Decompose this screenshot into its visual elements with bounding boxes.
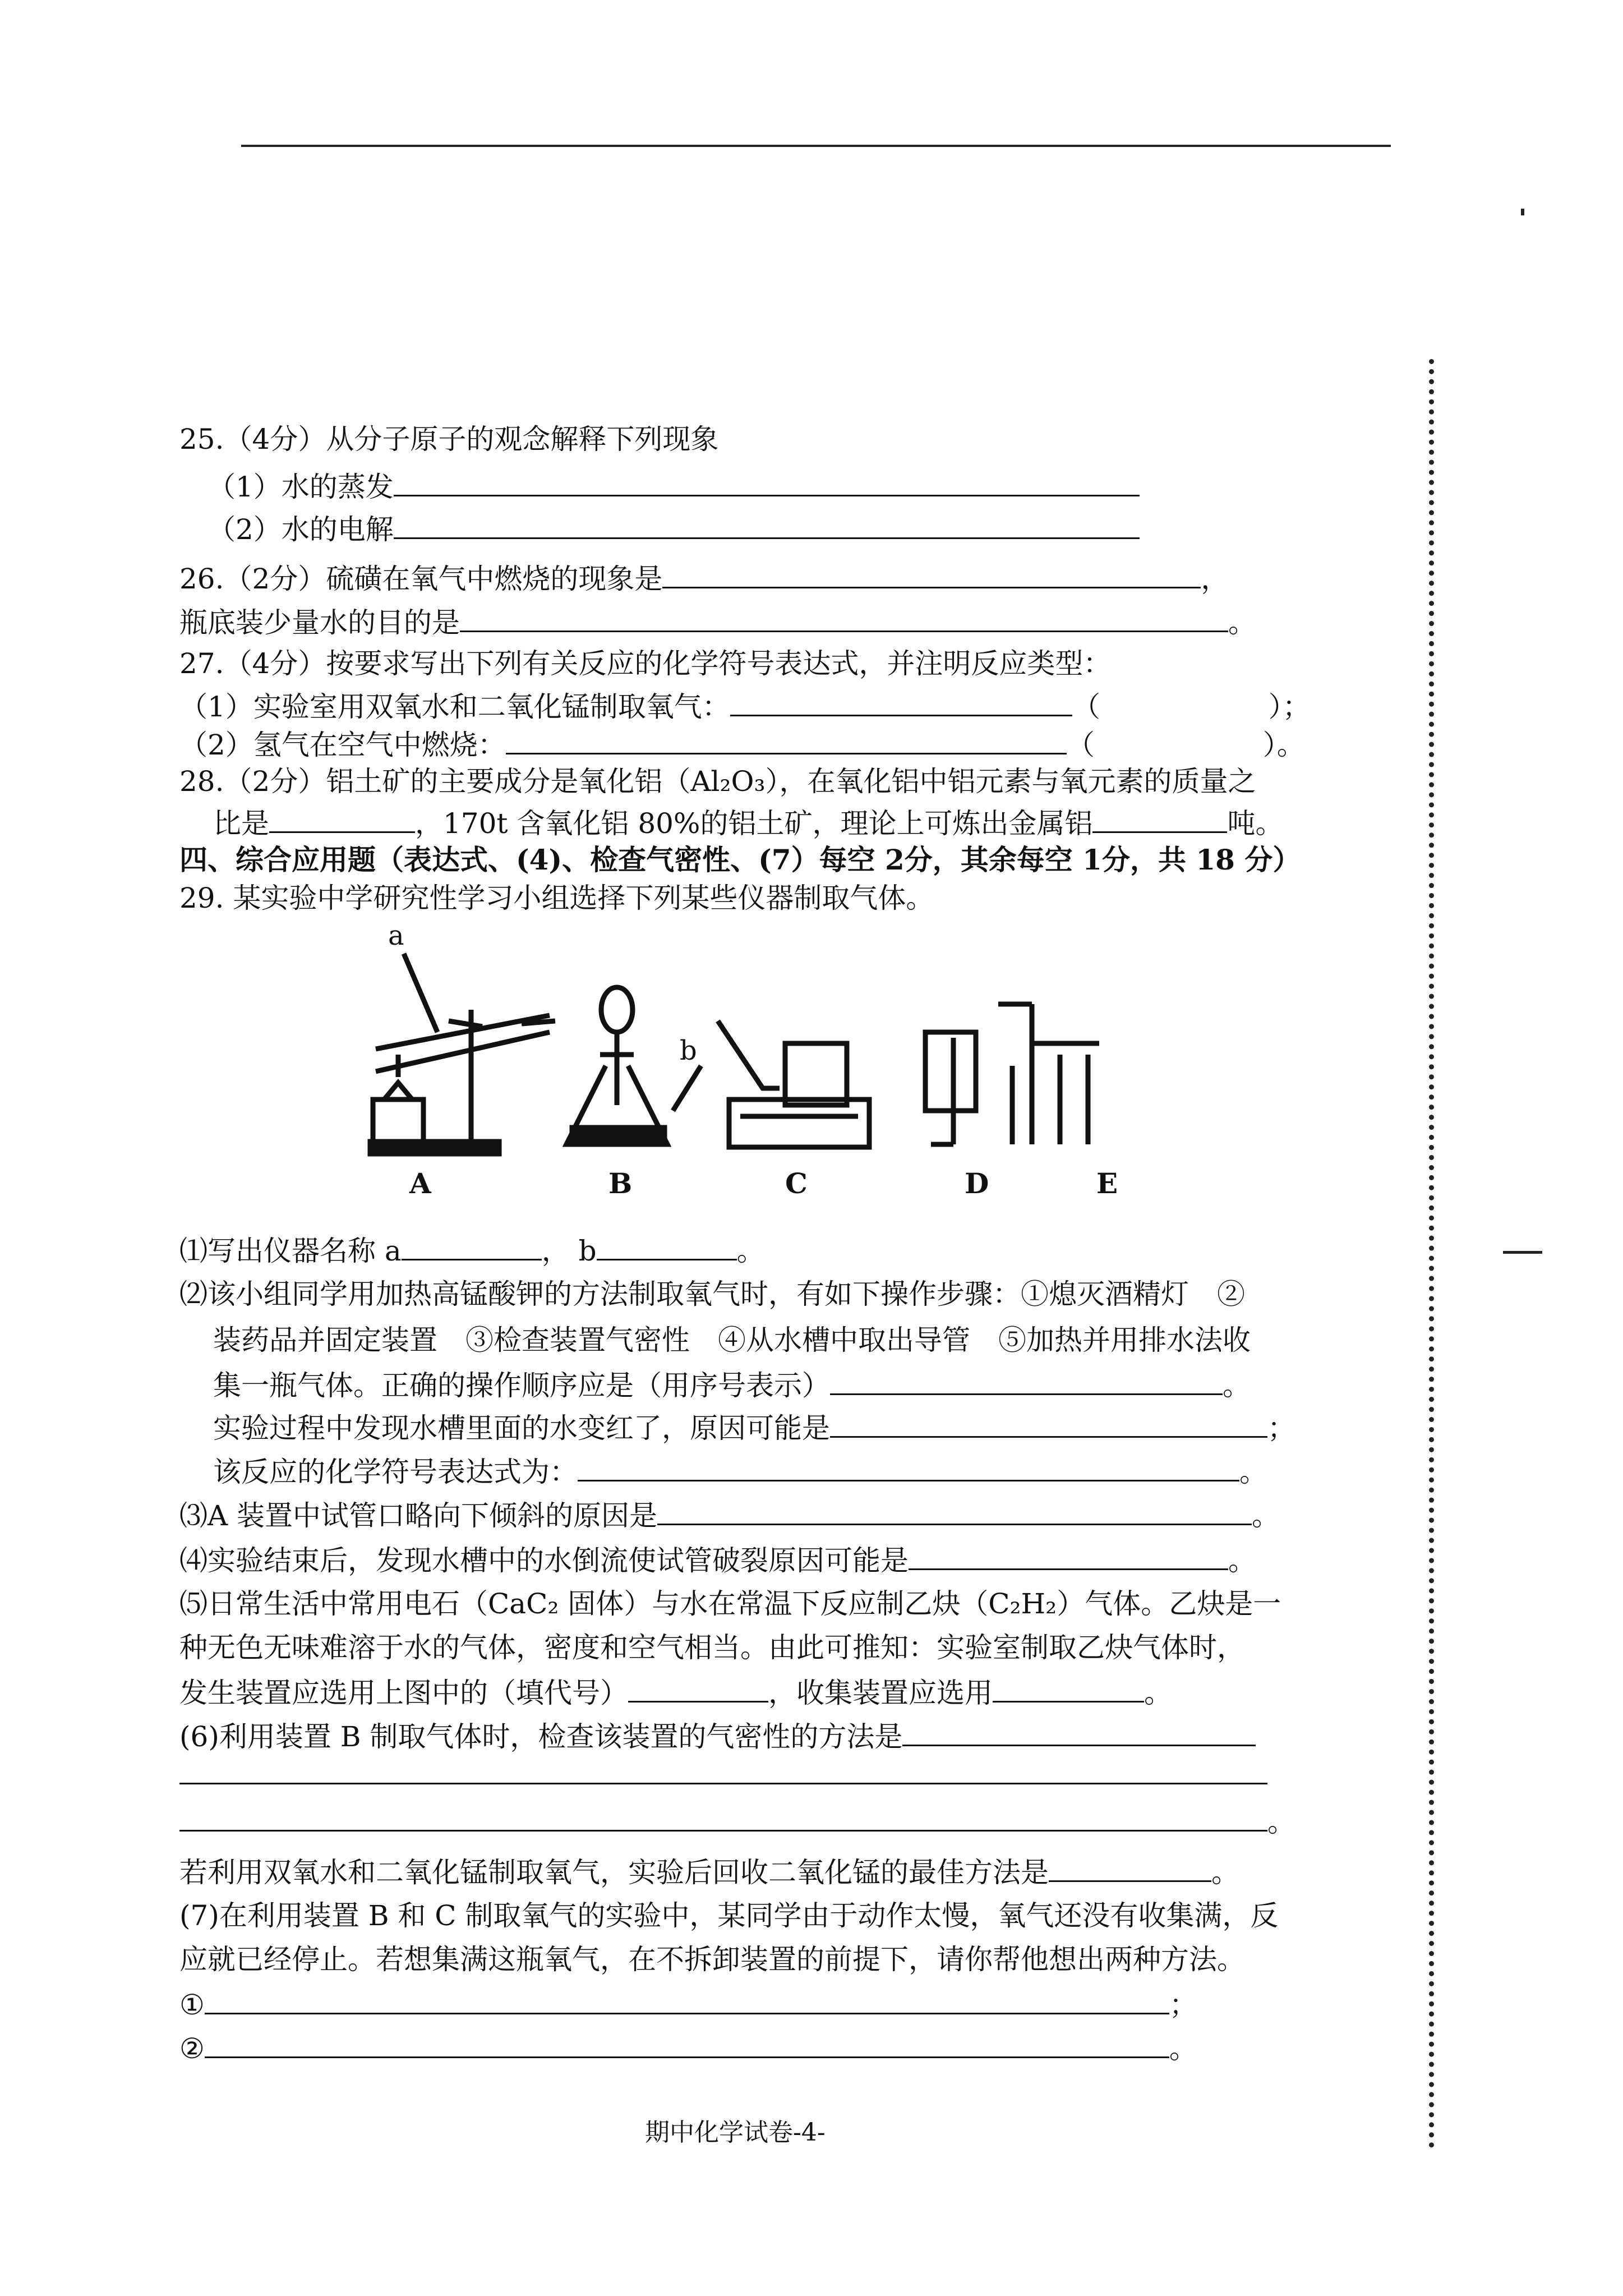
q26-blank-1[interactable] [662, 560, 1201, 588]
q29-sub5-line2: 种无色无味难溶于水的气体，密度和空气相当。由此可推知：实验室制取乙炔气体时， [179, 1631, 1245, 1664]
blank-red-water[interactable] [830, 1409, 1267, 1438]
q25-part2: （2）水的电解 [208, 510, 1140, 547]
q29-title: 29. 某实验中学研究性学习小组选择下列某些仪器制取气体。 [179, 882, 934, 914]
q25-title: 25.（4分）从分子原子的观念解释下列现象 [179, 423, 719, 455]
blank-equation[interactable] [578, 1453, 1239, 1481]
q26-line1: 26.（2分）硫磺在氧气中燃烧的现象是 ， [179, 560, 1229, 596]
apparatus-drawing [336, 920, 1178, 1234]
q27-blank-2[interactable] [506, 726, 1067, 754]
blank-instrument-a[interactable] [402, 1232, 542, 1260]
page-footer: 期中化学试卷-4- [645, 2118, 826, 2147]
q29-method-2: ② 。 [179, 2030, 1197, 2066]
label-b: b [680, 1035, 697, 1066]
blank-method-2[interactable] [205, 2030, 1169, 2058]
apparatus-figure [336, 920, 1178, 1234]
q25-blank-2[interactable] [394, 510, 1140, 539]
q26-blank-2[interactable] [460, 604, 1228, 632]
q29-sub7-line1: (7)在利用装置 B 和 C 制取氧气的实验中，某同学由于动作太慢，氧气还没有收集满，反 [179, 1899, 1279, 1932]
q29-sub2-line3: 集一瓶气体。正确的操作顺序应是（用序号表示） 。 [213, 1366, 1251, 1403]
section-heading: 四、综合应用题（表达式、(4)、检查气密性、(7）每空 2分，其余每空 1分，共 18 分） [179, 843, 1301, 876]
q29-sub2-line2: 装药品并固定装置 ③检查装置气密性 ④从水槽中取出导管 ⑤加热并用排水法收 [213, 1324, 1251, 1356]
q29-method-1: ① ； [179, 1986, 1197, 2022]
q27-part2: （2）氢气在空气中燃烧： （ ）。 [179, 726, 1305, 762]
fig-label-e: E [1096, 1167, 1118, 1200]
q29-sub2-line4: 实验过程中发现水槽里面的水变红了，原因可能是 ； [213, 1409, 1295, 1446]
q29-sub2-line1: ⑵该小组同学用加热高锰酸钾的方法制取氧气时，有如下操作步骤：①熄灭酒精灯 ② [179, 1278, 1245, 1310]
blank-collector[interactable] [993, 1674, 1144, 1703]
q29-sub5-line3: 发生装置应选用上图中的（填代号） ，收集装置应选用 。 [179, 1674, 1172, 1710]
binding-line [1429, 359, 1434, 2148]
q29-sub3: ⑶A 装置中试管口略向下倾斜的原因是 。 [179, 1497, 1280, 1533]
q28-blank-ratio[interactable] [269, 804, 415, 833]
q29-sub5-line1: ⑸日常生活中常用电石（CaC₂ 固体）与水在常温下反应制乙炔（C₂H₂）气体。乙炔是一 [179, 1588, 1281, 1620]
q26-line2: 瓶底装少量水的目的是 。 [179, 604, 1256, 640]
q28-blank-mass[interactable] [1092, 804, 1227, 833]
blank-tilt-reason[interactable] [657, 1497, 1252, 1525]
label-a: a [388, 920, 404, 951]
fig-label-c: C [785, 1167, 808, 1200]
q29-sub2-line5: 该反应的化学符号表达式为： 。 [213, 1453, 1267, 1489]
fig-label-d: D [965, 1167, 989, 1200]
blank-airtight-1[interactable] [902, 1718, 1256, 1746]
q29-sub4: ⑷实验结束后，发现水槽中的水倒流使试管破裂原因可能是 。 [179, 1542, 1256, 1578]
q28-line2: 比是 ，170t 含氧化铝 80%的铝土矿，理论上可炼出金属铝 吨。 [213, 804, 1283, 841]
q25-part1: （1）水的蒸发 [208, 468, 1140, 504]
fig-label-a: A [409, 1167, 431, 1200]
blank-airtight-2[interactable] [179, 1756, 1267, 1784]
blank-airtight-3[interactable] [179, 1803, 1267, 1832]
apparatus-a [370, 954, 555, 1154]
blank-generator[interactable] [628, 1674, 768, 1703]
q29-sub6: (6)利用装置 B 制取气体时，检查该装置的气密性的方法是 [179, 1718, 1256, 1754]
header-rule [241, 145, 1391, 147]
q29-sub7-line2: 应就已经停止。若想集满这瓶氧气，在不拆卸装置的前提下，请你帮他想出两种方法。 [179, 1943, 1245, 1976]
blank-recover-mno2[interactable] [1049, 1853, 1211, 1882]
apparatus-d [925, 1032, 976, 1144]
q29-sub6-recover: 若利用双氧水和二氧化锰制取氧气，实验后回收二氧化锰的最佳方法是 。 [179, 1853, 1239, 1890]
margin-mark [1503, 1251, 1542, 1254]
blank-backflow-reason[interactable] [909, 1542, 1228, 1570]
q25-blank-1[interactable] [394, 468, 1140, 496]
q27-title: 27.（4分）按要求写出下列有关反应的化学符号表达式，并注明反应类型： [179, 647, 1112, 680]
q27-part1: （1）实验室用双氧水和二氧化锰制取氧气： （ ）； [179, 688, 1311, 724]
blank-instrument-b[interactable] [597, 1232, 737, 1260]
q27-blank-1[interactable] [730, 688, 1072, 716]
apparatus-c [718, 1021, 869, 1147]
fig-label-b: B [608, 1167, 633, 1200]
scan-speck [1521, 209, 1524, 215]
blank-method-1[interactable] [205, 1986, 1169, 2014]
blank-order[interactable] [830, 1366, 1223, 1395]
q28-line1: 28.（2分）铝土矿的主要成分是氧化铝（Al₂O₃），在氧化铝中铝元素与氧元素的质量之 [179, 765, 1256, 798]
q29-sub1: ⑴写出仪器名称 a ， b 。 [179, 1232, 765, 1268]
q29-sub6-end-line: 。 [179, 1803, 1295, 1839]
apparatus-e [998, 1004, 1099, 1144]
